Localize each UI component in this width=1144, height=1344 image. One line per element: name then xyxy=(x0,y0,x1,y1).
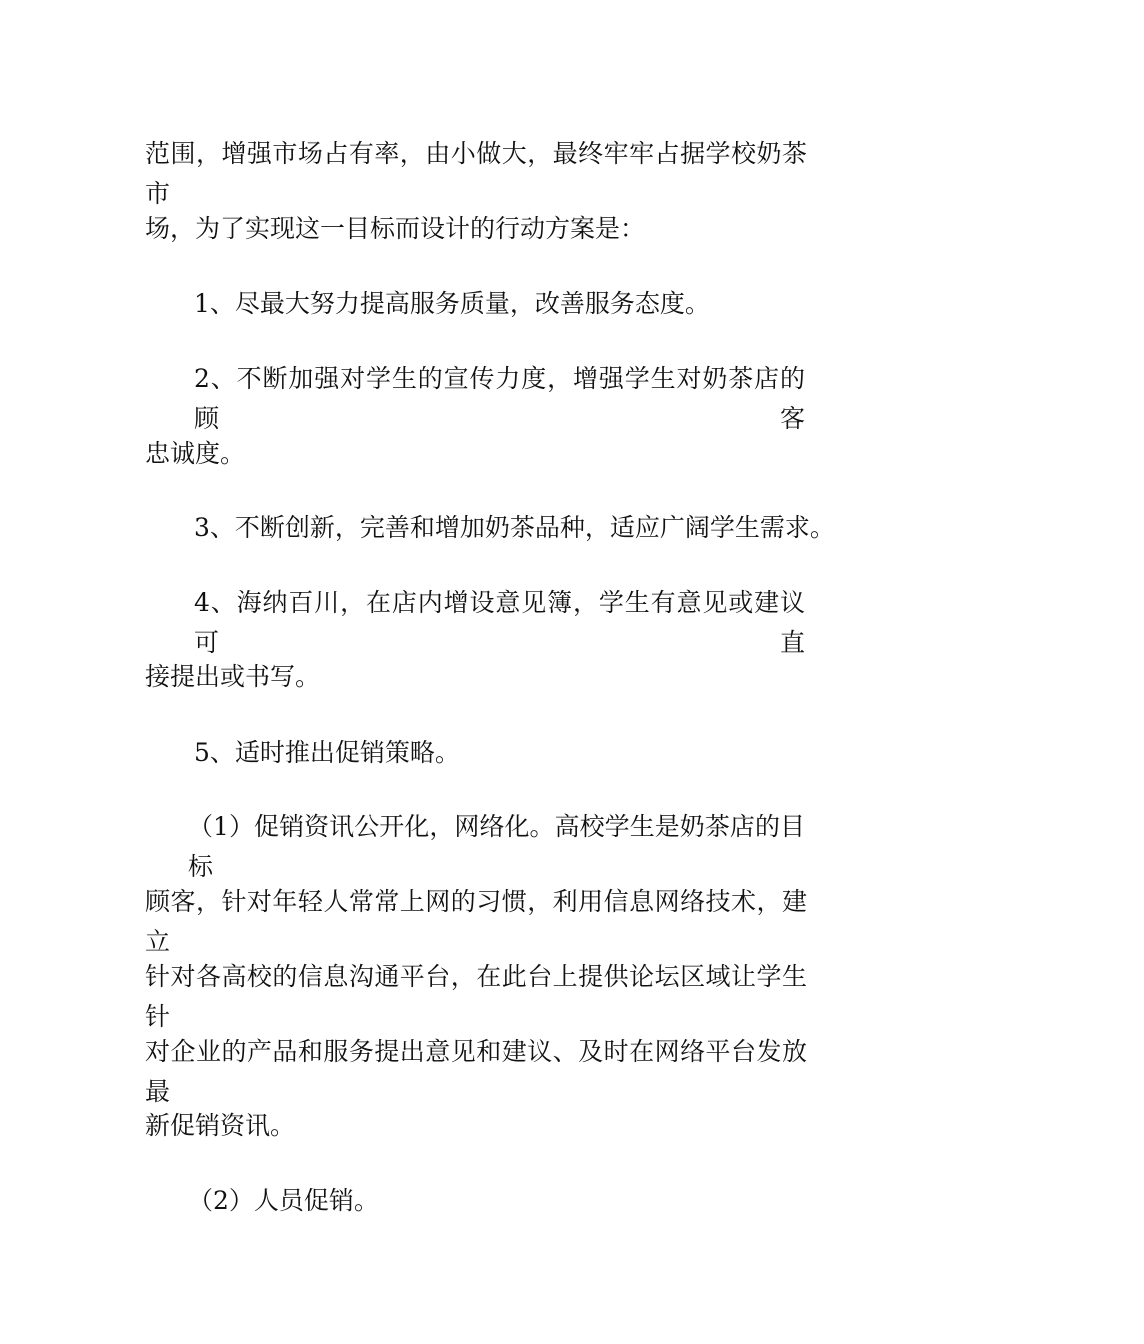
sub-item-1: （1）促销资讯公开化，网络化。高校学生是奶茶店的目标 xyxy=(188,812,805,881)
list-item-2: 2、不断加强对学生的宣传力度，增强学生对奶茶店的顾客 xyxy=(194,364,805,433)
list-item-4-continuation: 接提出或书写。 xyxy=(145,662,321,691)
sub-item-1-continuation: 对企业的产品和服务提出意见和建议、及时在网络平台发放最 xyxy=(145,1037,807,1106)
paragraph-line: 场，为了实现这一目标而设计的行动方案是： xyxy=(145,214,646,243)
sub-item-1-continuation: 针对各高校的信息沟通平台，在此台上提供论坛区域让学生针 xyxy=(145,962,807,1031)
sub-item-1-continuation: 顾客，针对年轻人常常上网的习惯，利用信息网络技术，建立 xyxy=(145,887,807,956)
list-item-5: 5、适时推出促销策略。 xyxy=(194,738,460,767)
paragraph-line: 范围，增强市场占有率，由小做大，最终牢牢占据学校奶茶市 xyxy=(145,139,807,208)
list-item-1: 1、尽最大努力提高服务质量，改善服务态度。 xyxy=(194,289,710,318)
list-item-4: 4、海纳百川，在店内增设意见簿，学生有意见或建议可直 xyxy=(194,588,805,657)
sub-item-1-continuation: 新促销资讯。 xyxy=(145,1111,296,1140)
list-item-3: 3、不断创新，完善和增加奶茶品种，适应广阔学生需求。 xyxy=(194,513,835,542)
list-item-2-continuation: 忠诚度。 xyxy=(145,439,246,468)
sub-item-2: （2）人员促销。 xyxy=(188,1186,379,1215)
